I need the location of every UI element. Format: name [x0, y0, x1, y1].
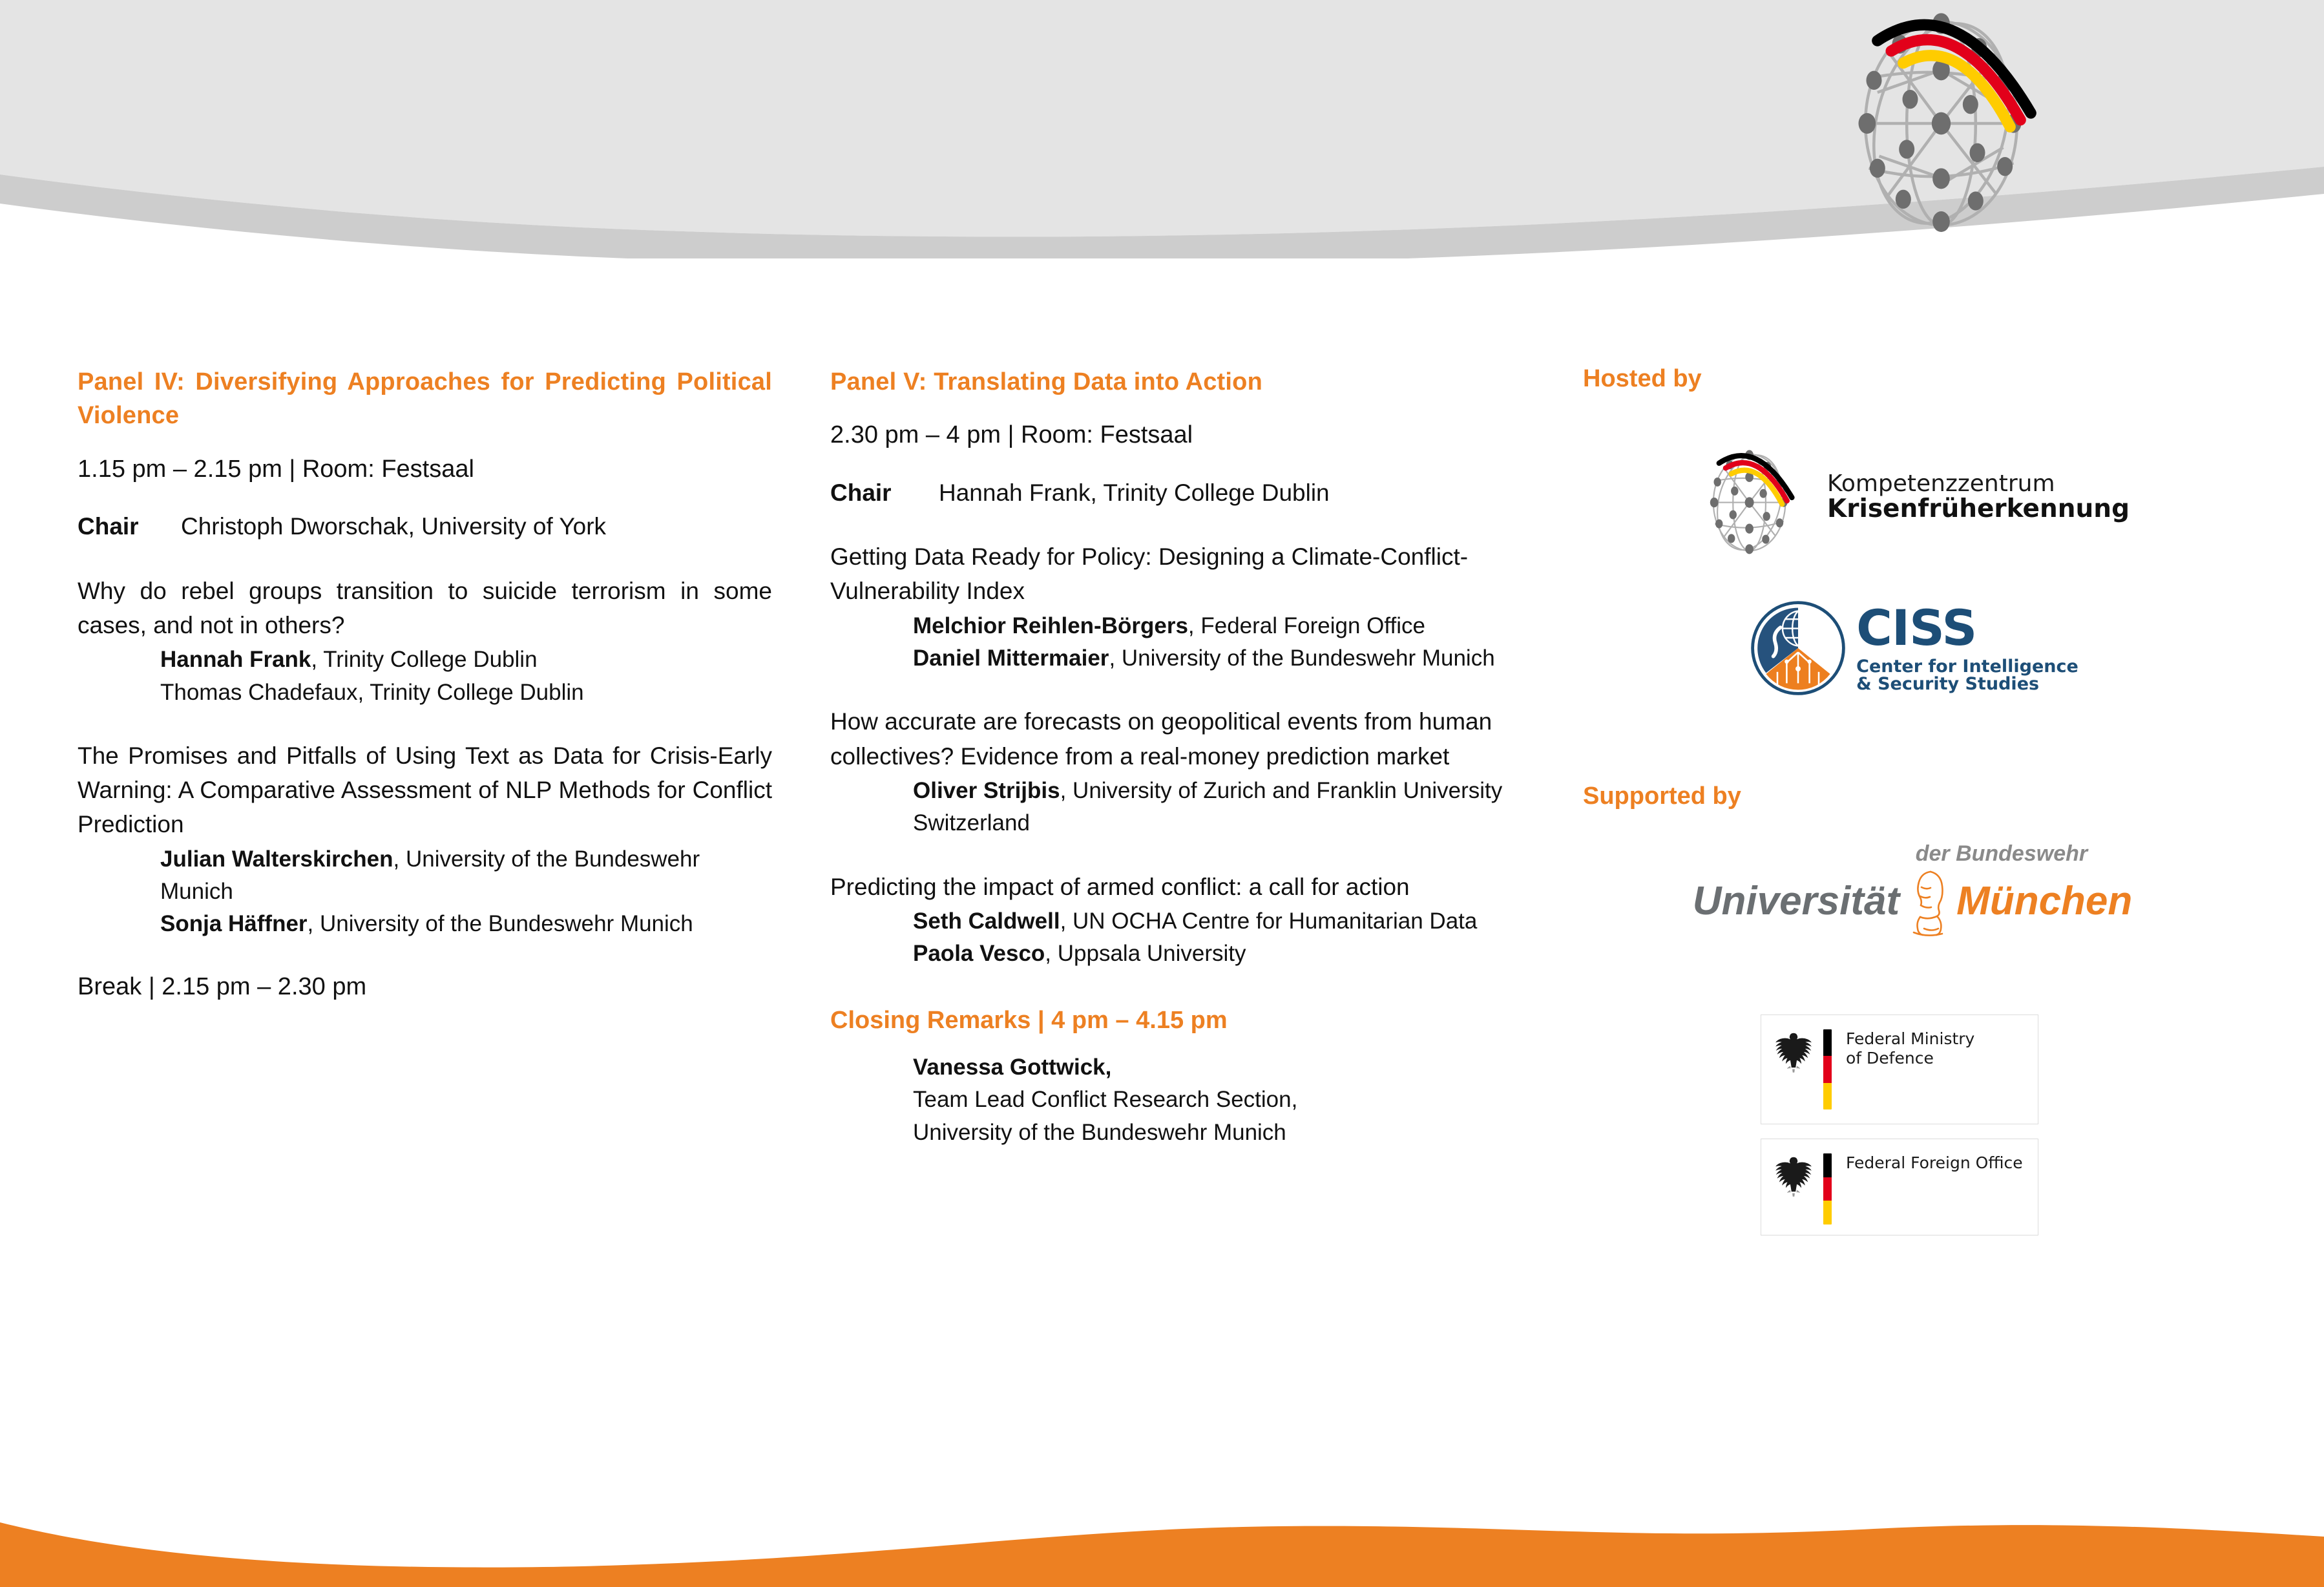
- speaker-affiliation: , University of the Bundeswehr Munich: [160, 846, 700, 905]
- panel-iv-talk-2: [78, 739, 772, 941]
- speaker-affiliation: , Trinity College Dublin: [311, 647, 538, 673]
- kfe-wordmark-line2: Krisenfrüherkennung: [1827, 494, 2130, 523]
- unibw-word-universitaet: Universität: [1692, 879, 1900, 923]
- speaker-affiliation: , Federal Foreign Office: [1188, 613, 1425, 638]
- panel-iv-chair-value: Christoph Dworschak, University of York: [181, 513, 607, 540]
- supported-logo-bmvg: [1583, 1014, 2242, 1124]
- speaker-entry: [913, 938, 1525, 970]
- panel-v-talk-1: [830, 540, 1525, 675]
- supported-by-label: Supported by: [1583, 783, 1741, 810]
- closing-speaker-affiliation: University of the Bundeswehr Munich: [913, 1119, 1286, 1145]
- hosted-logo-ciss: [1583, 590, 2242, 706]
- speaker-entry: [160, 644, 772, 676]
- panel-iv-column: [78, 365, 772, 1001]
- closing-speaker-name-text: Vanessa Gottwick,: [913, 1054, 1112, 1080]
- ministry-name: [1846, 1029, 1974, 1068]
- closing-remarks-heading: Closing Remarks | 4 pm – 4.15 pm: [830, 1006, 1228, 1034]
- speaker-entry: [913, 642, 1525, 675]
- kfe-wordmark-line1: Kompetenzzentrum: [1827, 470, 2055, 498]
- ministry-name-line2: of Defence: [1846, 1049, 1934, 1067]
- ciss-tagline-line2: & Security Studies: [1856, 674, 2040, 694]
- supported-logo-auswaertiges-amt: [1583, 1139, 2242, 1235]
- kfe-network-sphere-icon: [795, 0, 2324, 242]
- talk-title: Getting Data Ready for Policy: Designing a Climate-Conflict-Vulnerability Index: [830, 543, 1469, 605]
- hosted-by-label: Hosted by: [1583, 365, 1702, 392]
- talk-title: How accurate are forecasts on geopolitical events from human collectives? Evidence from a real-money prediction market: [830, 708, 1492, 770]
- speaker-affiliation: , University of the Bundeswehr Munich: [1109, 646, 1495, 671]
- bundesadler-eagle-icon: [1773, 1155, 1814, 1197]
- speaker-affiliation: , University of the Bundeswehr Munich: [307, 911, 693, 937]
- panel-v-talk-3: [830, 870, 1525, 971]
- speaker-entry: [913, 775, 1525, 840]
- speaker-name: Melchior Reihlen-Börgers: [913, 613, 1188, 638]
- kfe-globe-mark: [795, 0, 2324, 242]
- speaker-name: Seth Caldwell: [913, 909, 1060, 934]
- kfe-network-sphere-icon: [1695, 436, 1818, 559]
- panel-v-title: Panel V: Translating Data into Action: [830, 368, 1262, 395]
- talk-title: The Promises and Pitfalls of Using Text as Data for Crisis-Early Warning: A Comparative Assessment of NLP Methods for Conflict Prediction: [78, 742, 772, 838]
- speaker-name: Hannah Frank: [160, 647, 311, 673]
- talk-speakers: [78, 644, 772, 709]
- unibw-word-muenchen: München: [1956, 879, 2133, 923]
- speaker-entry: [160, 908, 772, 940]
- ciss-acronym: CISS: [1856, 599, 1977, 657]
- speaker-name: Oliver Strijbis: [913, 778, 1060, 803]
- speaker-name: Sonja Häffner: [160, 911, 308, 937]
- panel-iv-chair-label: Chair: [78, 513, 139, 540]
- panel-v-time-room: 2.30 pm – 4 pm | Room: Festsaal: [830, 421, 1193, 449]
- speaker-name: Daniel Mittermaier: [913, 646, 1109, 671]
- panel-iv-talk-1: [78, 574, 772, 709]
- panel-iv-chair-row: [78, 510, 772, 544]
- ministry-name-line1: Federal Ministry: [1846, 1029, 1975, 1048]
- program-content: [0, 365, 2324, 1502]
- panel-v-chair-value: Hannah Frank, Trinity College Dublin: [939, 479, 1330, 506]
- speaker-affiliation: , University of Zurich and Franklin University Switzerland: [913, 778, 1503, 836]
- speaker-name: Julian Walterskirchen: [160, 846, 393, 872]
- panel-v-chair-label: Chair: [830, 479, 892, 506]
- ministry-logo-box: [1761, 1014, 2038, 1124]
- hosted-logo-kfe: [1583, 428, 2242, 567]
- supported-logo-unibw: [1583, 840, 2242, 937]
- panel-iv-time-room: 1.15 pm – 2.15 pm | Room: Festsaal: [78, 455, 474, 483]
- speaker-affiliation: Thomas Chadefaux, Trinity College Dublin: [160, 679, 584, 705]
- ciss-tagline-line1: Center for Intelligence: [1856, 657, 2078, 677]
- talk-title: Why do rebel groups transition to suicide terrorism in some cases, and not in others?: [78, 577, 772, 638]
- panel-v-column: [830, 365, 1525, 1149]
- speaker-entry: [913, 905, 1525, 938]
- panel-iv-break: Break | 2.15 pm – 2.30 pm: [78, 972, 367, 1000]
- footer-wave-shape: [0, 1503, 2324, 1587]
- talk-speakers: [830, 775, 1525, 840]
- closing-remarks-body: [830, 1051, 1525, 1149]
- closing-speaker-name: [913, 1051, 1525, 1084]
- talk-speakers: [78, 843, 772, 941]
- sponsors-column: [1583, 365, 2242, 1235]
- speaker-affiliation: , UN OCHA Centre for Humanitarian Data: [1060, 909, 1478, 934]
- unibw-athena-head-icon: [1905, 867, 1951, 936]
- unibw-subline: der Bundeswehr: [1915, 841, 2088, 866]
- talk-speakers: [830, 610, 1525, 675]
- speaker-entry: [913, 610, 1525, 642]
- panel-iv-title: Panel IV: Diversifying Approaches for Predicting Political Violence: [78, 368, 772, 430]
- speaker-name: Paola Vesco: [913, 941, 1045, 967]
- german-flag-bar: [1823, 1153, 1832, 1224]
- speaker-entry: [160, 677, 772, 709]
- bundesadler-eagle-icon: [1773, 1031, 1814, 1073]
- header-banner: [0, 0, 2324, 258]
- closing-speaker-role: Team Lead Conflict Research Section,: [913, 1087, 1298, 1113]
- ministry-name: [1846, 1153, 2023, 1173]
- talk-speakers: [830, 905, 1525, 971]
- panel-v-talk-2: [830, 704, 1525, 839]
- kfe-wordmark: [1827, 472, 2130, 521]
- german-flag-bar: [1823, 1029, 1832, 1109]
- talk-title: Predicting the impact of armed conflict: a call for action: [830, 873, 1410, 900]
- speaker-entry: [160, 843, 772, 909]
- ministry-name-line1: Federal Foreign Office: [1846, 1153, 2023, 1172]
- header-logo: [795, 6, 1402, 220]
- ministry-logo-box: [1761, 1139, 2038, 1235]
- panel-v-chair-row: [830, 476, 1525, 510]
- ciss-emblem-icon: [1746, 596, 1850, 700]
- footer-wave: [0, 1503, 2324, 1587]
- speaker-affiliation: , Uppsala University: [1045, 941, 1246, 967]
